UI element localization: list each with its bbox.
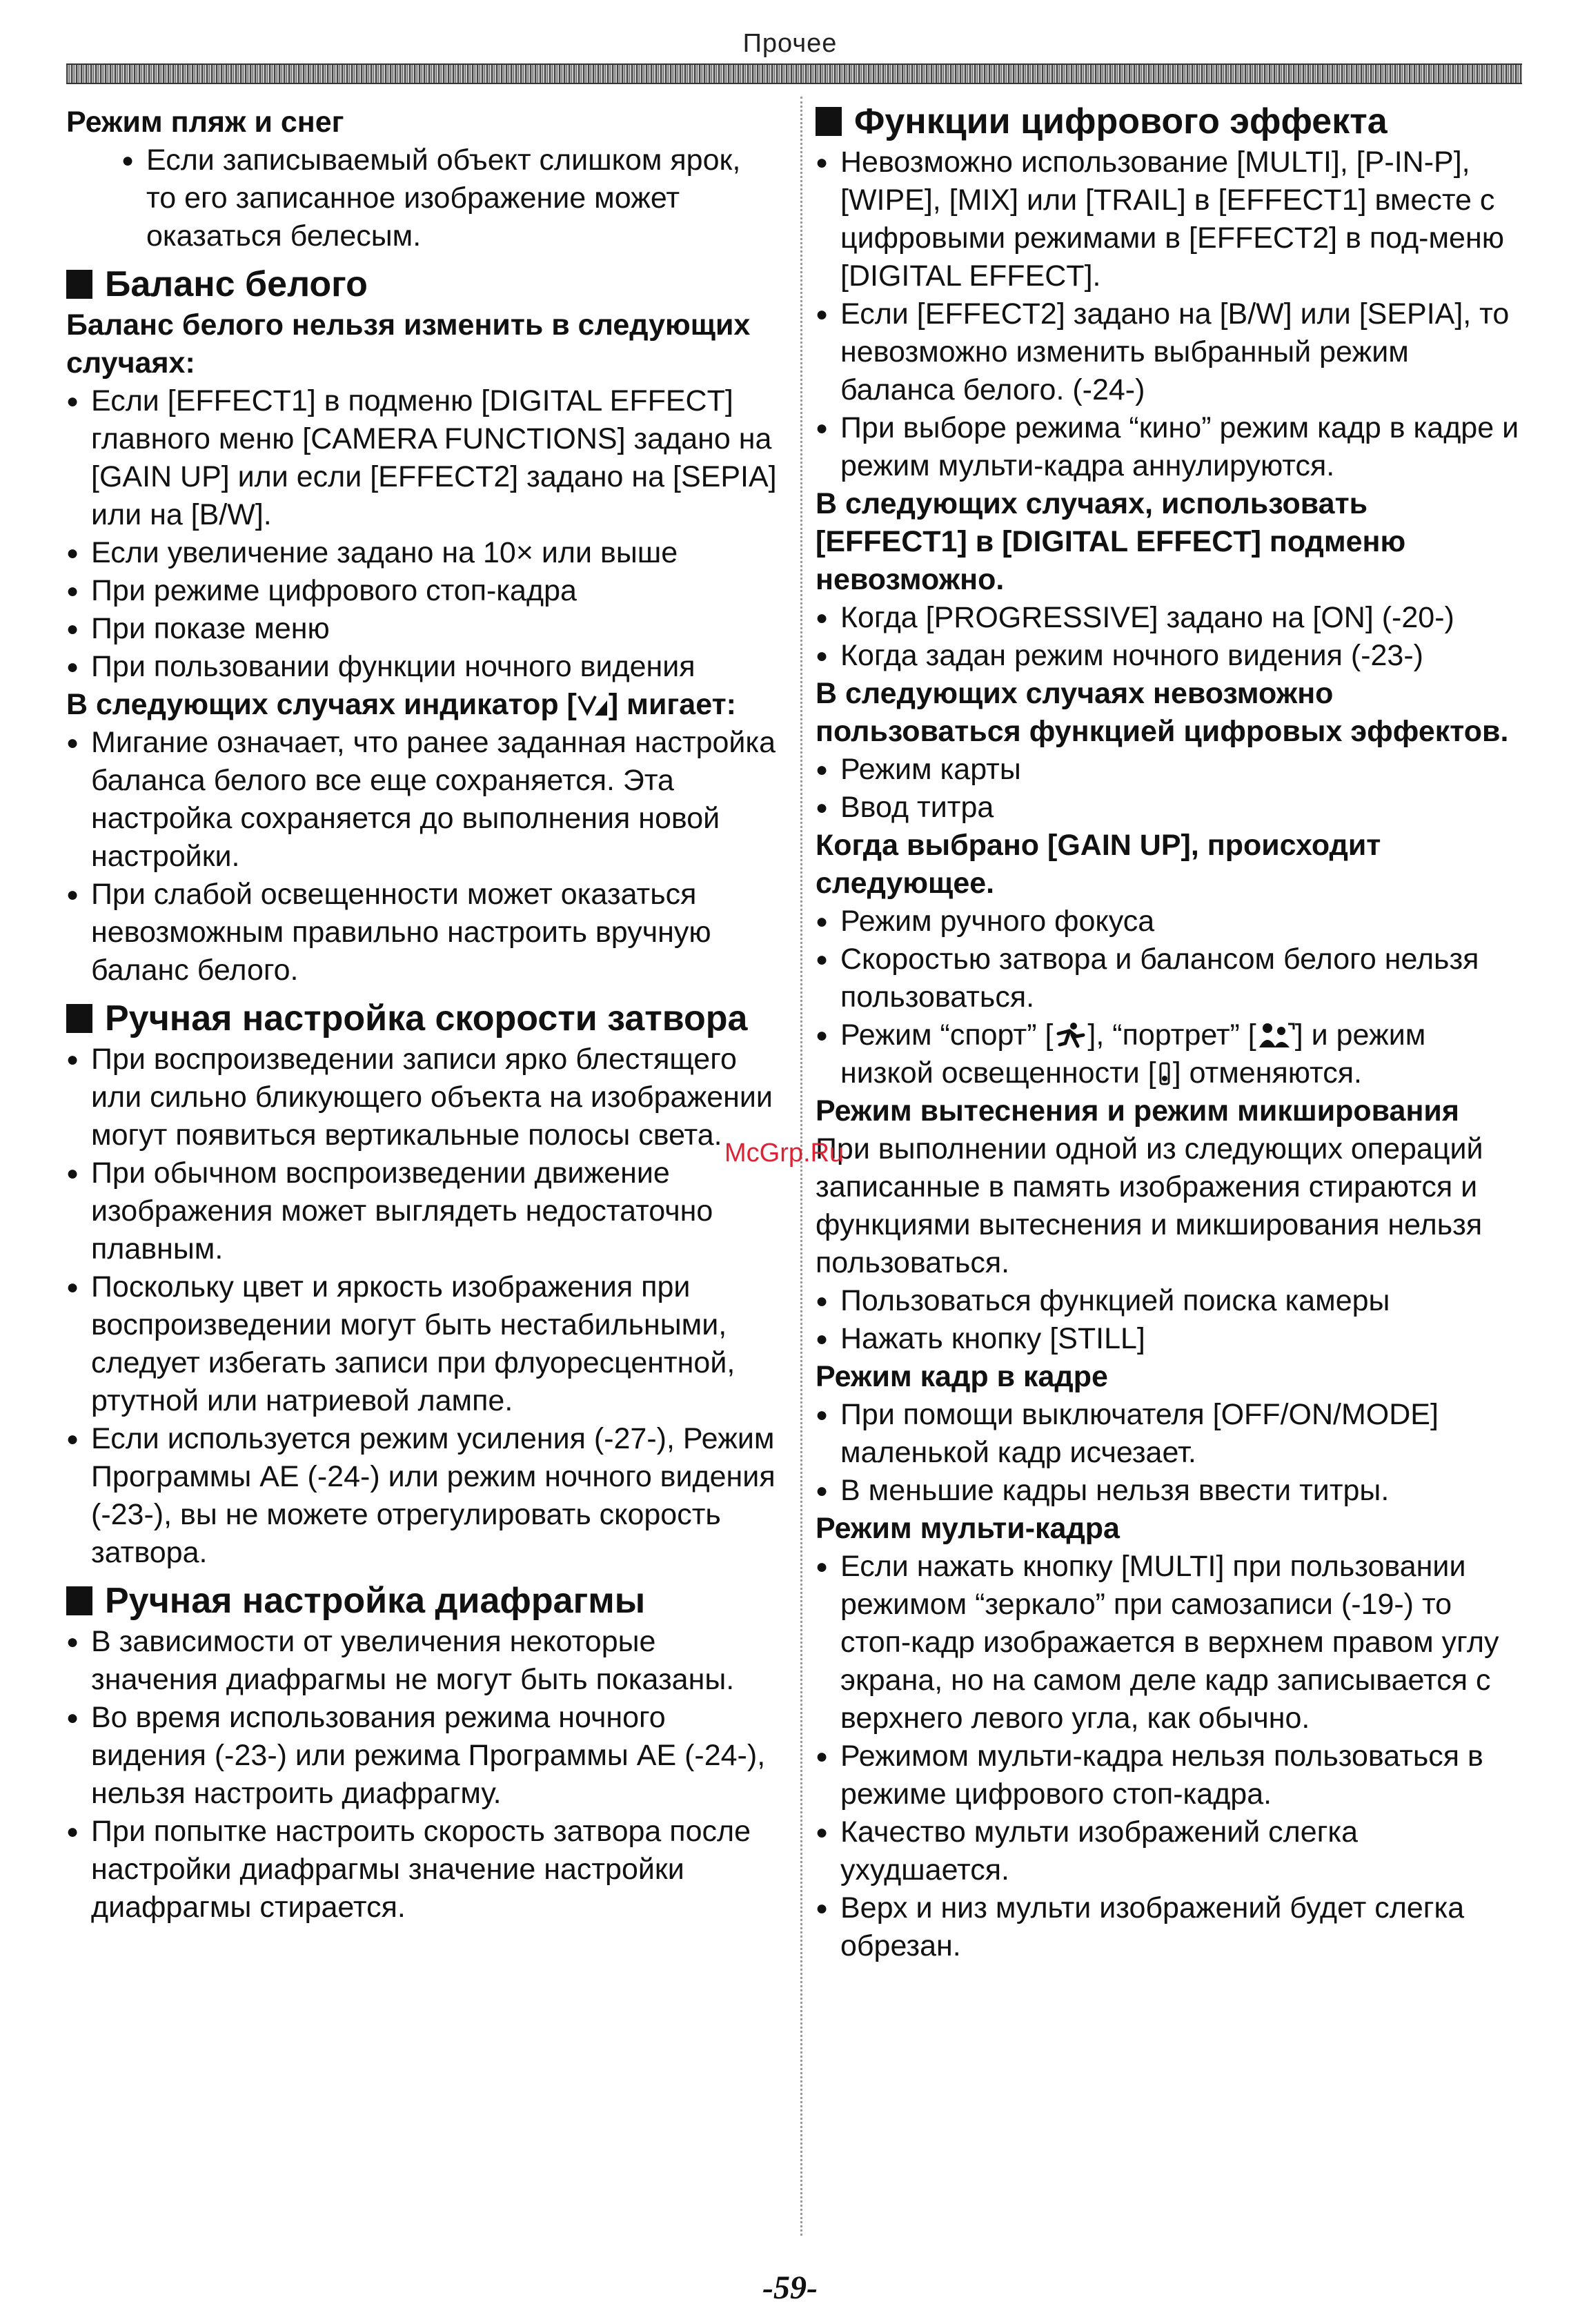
effect-bullet: ● При выборе режима “кино” режим кадр в кадре и режим мульти-кадра аннулируются. xyxy=(816,409,1526,485)
header-rule xyxy=(66,63,1522,84)
effect-bullet xyxy=(816,1016,1526,1092)
beach-snow-title: Режим пляж и снег xyxy=(66,106,344,139)
pip-bullet: ● При помощи выключателя [OFF/ON/MODE] маленькой кадр исчезает. xyxy=(816,1396,1526,1472)
shutter-bullet: ● При обычном воспроизведении движение изображения может выглядеть недостаточно плавным. xyxy=(66,1154,777,1268)
wb-bullet: ● Если увеличение задано на 10× или выше xyxy=(66,534,777,572)
multi-bullet: ● Качество мульти изображений слегка ухудшается. xyxy=(816,1813,1526,1889)
section-square-icon xyxy=(66,1004,92,1033)
portrait-icon xyxy=(1256,1021,1295,1049)
section-square-icon xyxy=(66,270,92,299)
wb-indicator-text-b: ] мигает: xyxy=(608,688,736,721)
effect-subheading: В следующих случаях, использовать [EFFECT1] в [DIGITAL EFFECT] подменю невозможно. xyxy=(816,487,1406,596)
low-light-icon xyxy=(1156,1059,1173,1087)
wipe-bullet: ● Нажать кнопку [STILL] xyxy=(816,1320,1526,1358)
left-column xyxy=(66,104,777,1927)
effect-bullet: ● Скоростью затвора и балансом белого нельзя пользоваться. xyxy=(816,941,1526,1016)
pip-bullet: ● В меньшие кадры нельзя ввести титры. xyxy=(816,1472,1526,1510)
wipe-mix-title: Режим вытеснения и режим микширования xyxy=(816,1094,1459,1127)
page-number: -59- xyxy=(762,2269,818,2306)
effect-bullet: ● Режим карты xyxy=(816,751,1526,789)
multi-bullet: ● Режимом мульти-кадра нельзя пользоваться в режиме цифрового стоп-кадра. xyxy=(816,1737,1526,1813)
watermark: McGrp.Ru xyxy=(724,1139,845,1168)
mode-text-d: ] отменяются. xyxy=(1172,1056,1363,1090)
page-section-title: Прочее xyxy=(742,29,838,58)
section-square-icon xyxy=(816,107,842,136)
digital-effect-heading-text: Функции цифрового эффекта xyxy=(854,101,1388,141)
shutter-heading-text: Ручная настройка скорости затвора xyxy=(105,998,748,1038)
effect-bullet: ● Ввод титра xyxy=(816,789,1526,827)
digital-effect-heading xyxy=(816,99,1526,144)
wb-indicator-subheading xyxy=(66,686,777,724)
pip-title: Режим кадр в кадре xyxy=(816,1360,1108,1393)
wb-indicator-icon xyxy=(577,692,609,718)
multi-bullet: ● Если нажать кнопку [MULTI] при пользовании режимом “зеркало” при самозаписи (-19-) то стоп-кадр изображается в верхнем правом углу экрана, но на самом деле кадр записывается с верхнего левого угла, как обычно. xyxy=(816,1548,1526,1737)
white-balance-heading xyxy=(66,262,777,306)
iris-bullet: ● Во время использования режима ночного видения (-23-) или режима Программы АЕ (-24-), нельзя настроить диафрагму. xyxy=(66,1699,777,1813)
wb-bullet: ● При слабой освещенности может оказаться невозможным правильно настроить вручную баланс белого. xyxy=(66,876,777,989)
iris-heading xyxy=(66,1579,777,1623)
effect-subheading: Когда выбрано [GAIN UP], происходит следующее. xyxy=(816,829,1381,900)
iris-bullet: ● При попытке настроить скорость затвора после настройки диафрагмы значение настройки диафрагмы стирается. xyxy=(66,1813,777,1927)
shutter-bullet: ● При воспроизведении записи ярко блестящего или сильно бликующего объекта на изображении могут появиться вертикальные полосы света. xyxy=(66,1041,777,1154)
wipe-mix-paragraph: При выполнении одной из следующих операций записанные в память изображения стираются и функциями вытеснения и микширования нельзя пользоваться. xyxy=(816,1132,1483,1279)
wb-bullet: ● При режиме цифрового стоп-кадра xyxy=(66,572,777,610)
wipe-bullet: ● Пользоваться функцией поиска камеры xyxy=(816,1282,1526,1320)
effect-bullet: ● Невозможно использование [MULTI], [P-IN-P], [WIPE], [MIX] или [TRAIL] в [EFFECT1] вместе с цифровыми режимами в [EFFECT2] в под-меню [DIGITAL EFFECT]. xyxy=(816,144,1526,295)
white-balance-heading-text: Баланс белого xyxy=(105,264,368,304)
multi-bullet: ● Верх и низ мульти изображений будет слегка обрезан. xyxy=(816,1889,1526,1965)
effect-bullet: ● Режим ручного фокуса xyxy=(816,903,1526,941)
shutter-bullet: ● Если используется режим усиления (-27-), Режим Программы АЕ (-24-) или режим ночного видения (-23-), вы не можете отрегулировать скорость затвора. xyxy=(66,1420,777,1572)
iris-heading-text: Ручная настройка диафрагмы xyxy=(105,1581,646,1621)
shutter-bullet: ● Поскольку цвет и яркость изображения при воспроизведении могут быть нестабильными, следует избегать записи при флуоресцентной, ртутной или натриевой лампе. xyxy=(66,1268,777,1420)
wb-bullet: ● При пользовании функции ночного видения xyxy=(66,648,777,686)
effect-bullet: ● Если [EFFECT2] задано на [B/W] или [SEPIA], то невозможно изменить выбранный режим баланса белого. (-24-) xyxy=(816,295,1526,409)
wb-bullet: ● Если [EFFECT1] в подменю [DIGITAL EFFECT] главного меню [CAMERA FUNCTIONS] задано на [GAIN UP] или если [EFFECT2] задано на [SEPIA] или на [B/W]. xyxy=(66,382,777,534)
effect-subheading: В следующих случаях невозможно пользоваться функцией цифровых эффектов. xyxy=(816,677,1509,748)
wb-indicator-text-a: В следующих случаях индикатор [ xyxy=(66,688,577,721)
mode-text-b: ], “портрет” [ xyxy=(1087,1018,1256,1052)
beach-bullet: ● Если записываемый объект слишком ярок, то его записанное изображение может оказаться белесым. xyxy=(121,141,777,255)
wb-bullet: ● Мигание означает, что ранее заданная настройка баланса белого все еще сохраняется. Эта настройка сохраняется до выполнения новой настройки. xyxy=(66,724,777,876)
multi-title: Режим мульти-кадра xyxy=(816,1512,1120,1545)
right-column xyxy=(816,101,1526,1965)
sports-icon xyxy=(1053,1021,1087,1049)
effect-bullet: ● Когда [PROGRESSIVE] задано на [ON] (-20-) xyxy=(816,599,1526,637)
effect-bullet: ● Когда задан режим ночного видения (-23-) xyxy=(816,637,1526,675)
shutter-heading xyxy=(66,996,777,1041)
wb-subheading: Баланс белого нельзя изменить в следующих случаях: xyxy=(66,308,751,380)
wb-bullet: ● При показе меню xyxy=(66,610,777,648)
section-square-icon xyxy=(66,1586,92,1615)
mode-text-c: ] и режим низкой освещенности [ xyxy=(840,1018,1426,1090)
iris-bullet: ● В зависимости от увеличения некоторые значения диафрагмы не могут быть показаны. xyxy=(66,1623,777,1699)
mode-text-a: Режим “спорт” [ xyxy=(840,1018,1054,1052)
